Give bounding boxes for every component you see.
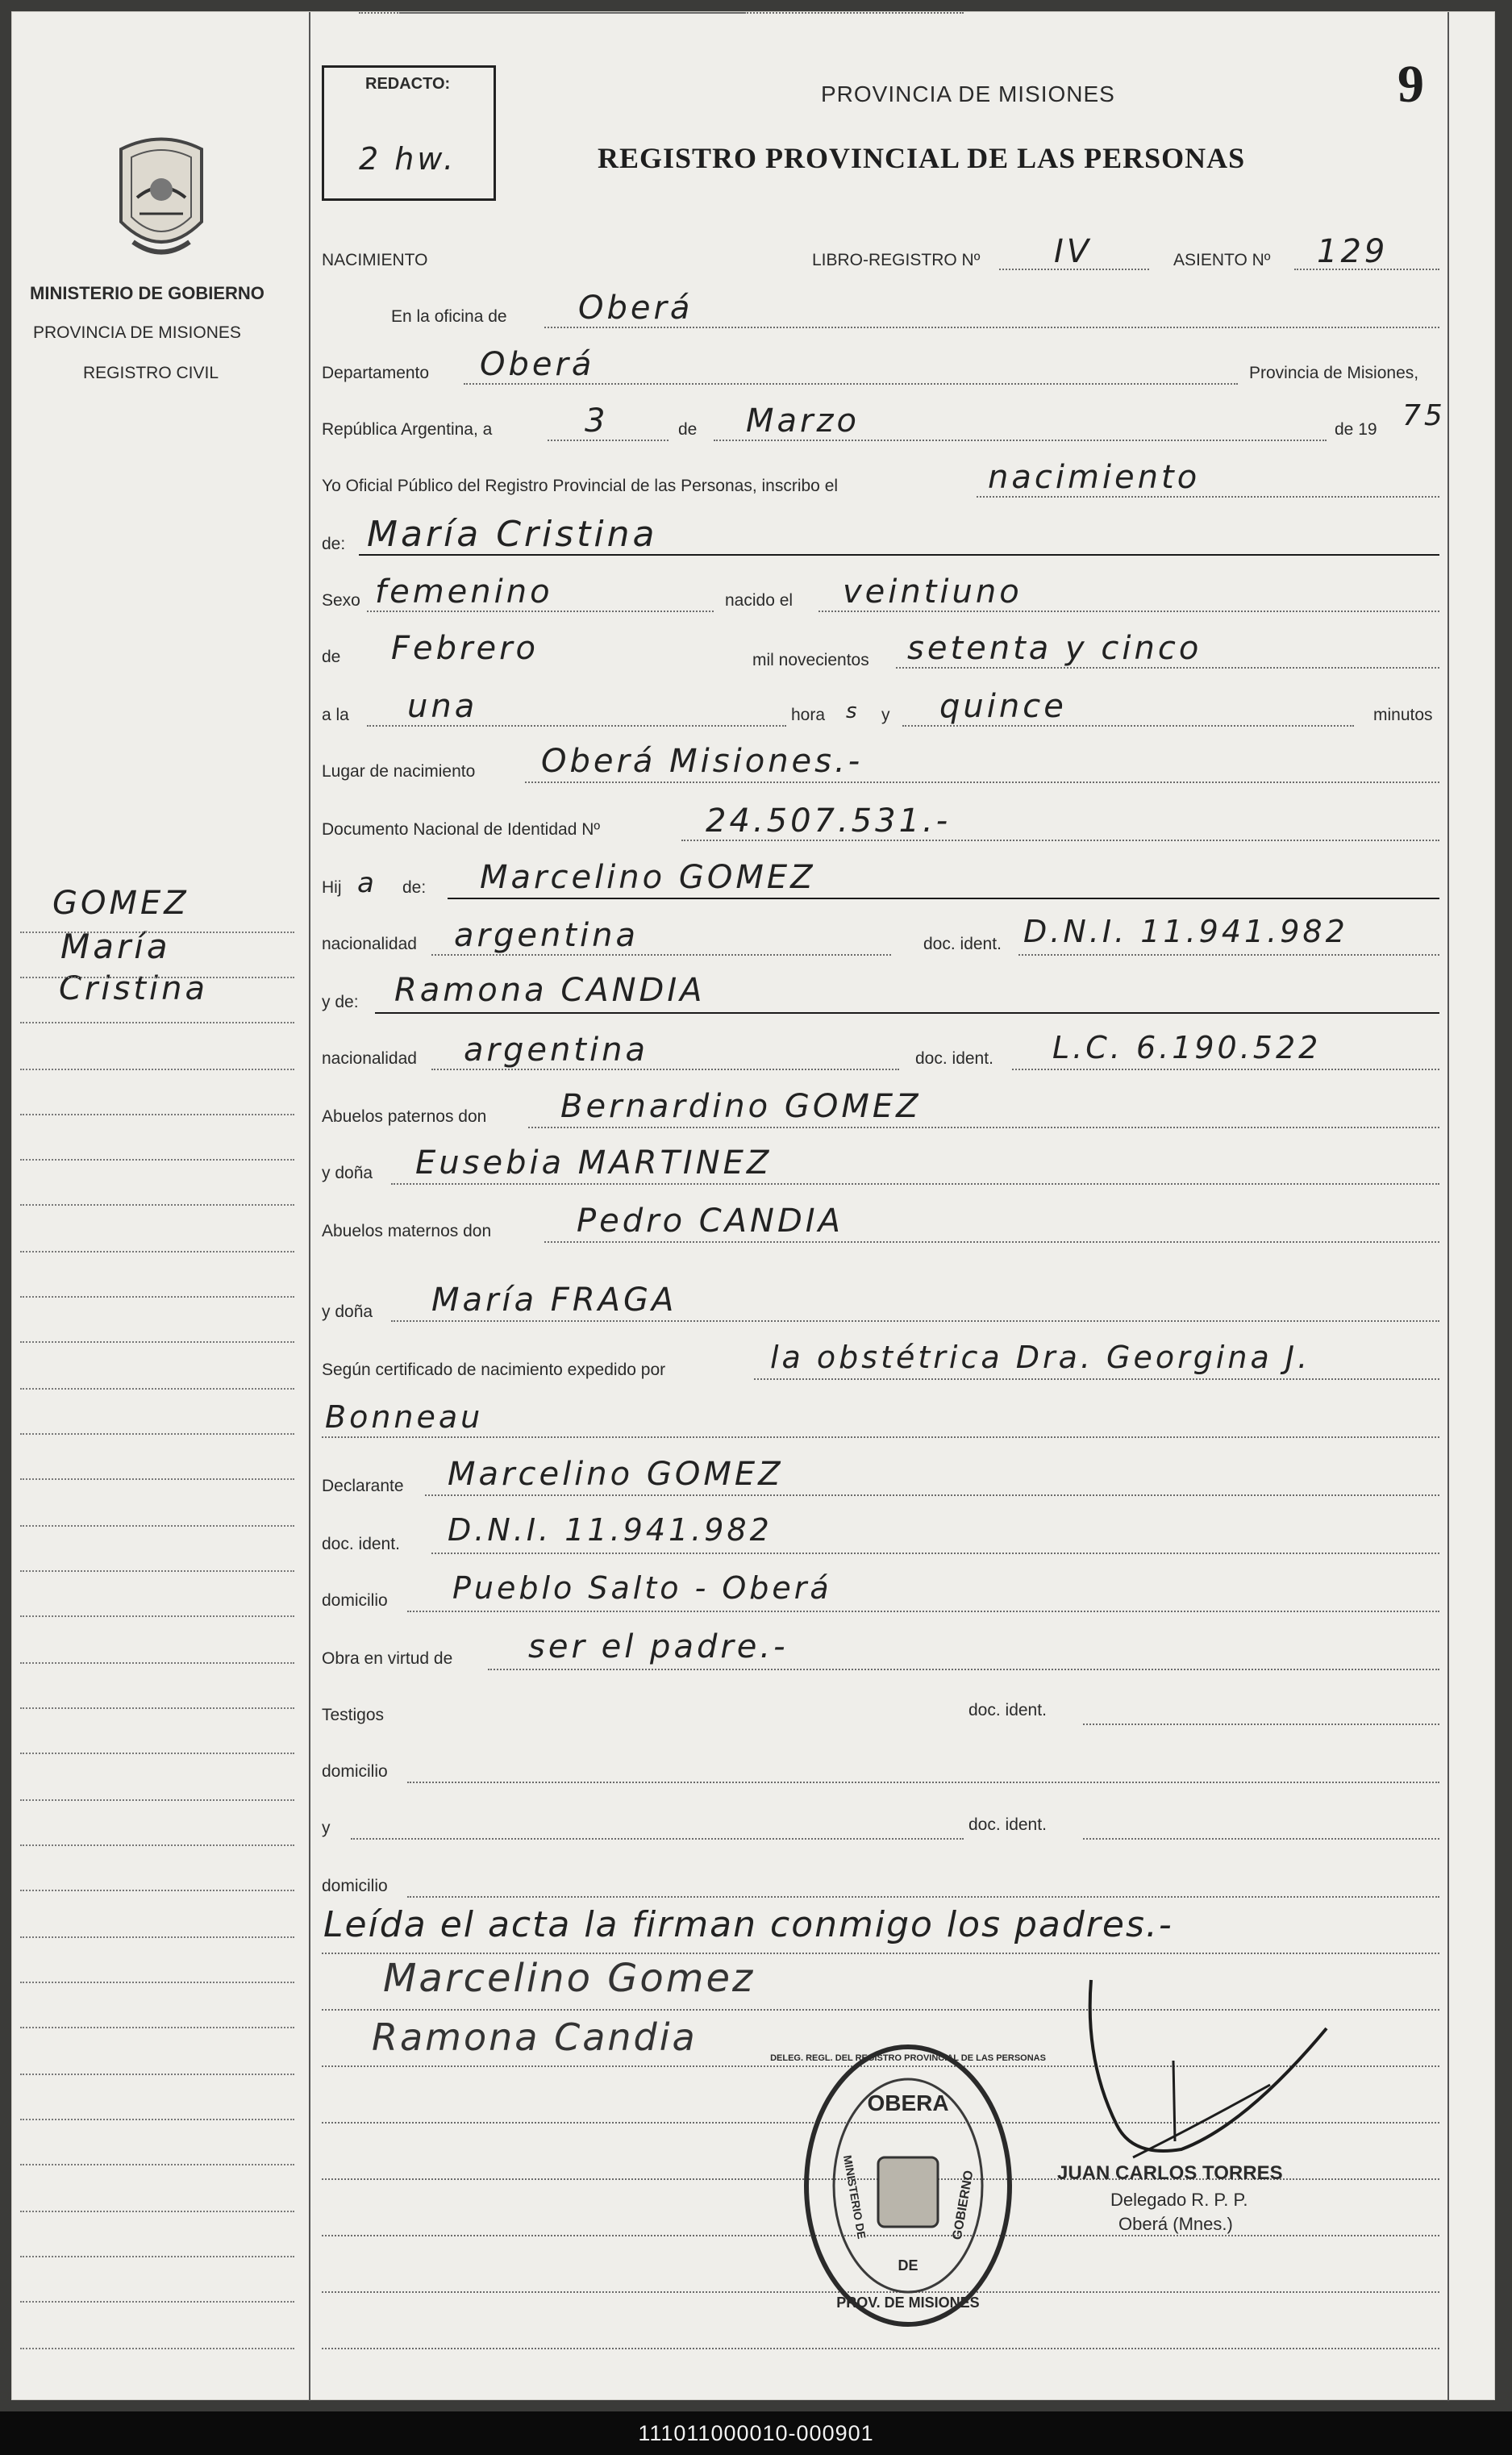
abuela-m-value: María FRAGA <box>431 1282 677 1319</box>
nacido-line <box>818 611 1439 612</box>
doc-declarante-value: D.N.I. 11.941.982 <box>448 1512 773 1548</box>
domicilio-line <box>407 1611 1439 1612</box>
nombre-value: María Cristina <box>367 514 658 555</box>
declarante-line <box>425 1494 1439 1496</box>
abuelo-m-line <box>544 1241 1439 1243</box>
provincia-label: Provincia de Misiones, <box>1249 364 1419 382</box>
mes-line <box>714 440 1327 441</box>
mes-nac-value: Febrero <box>391 630 539 667</box>
official-place: Oberá (Mnes.) <box>1118 2214 1233 2234</box>
madre-value: Ramona CANDIA <box>394 972 706 1009</box>
nacionalidad-padre-label: nacionalidad <box>322 935 417 953</box>
testigo-y-label: y <box>322 1819 331 1837</box>
left-rule <box>20 1615 294 1617</box>
testigo-doc-line-2 <box>1083 1838 1439 1840</box>
stamp-left: MINISTERIO DE <box>840 2154 868 2240</box>
mil-label: mil novecientos <box>752 651 869 669</box>
left-rule <box>20 1204 294 1206</box>
testigo-doc-label-1: doc. ident. <box>968 1701 1047 1719</box>
document-page <box>11 11 1495 2400</box>
republica-label: República Argentina, a <box>322 420 493 439</box>
ministry-title: MINISTERIO DE GOBIERNO <box>30 283 264 303</box>
hij-de-label: de: <box>402 878 427 897</box>
footer-code: 111011000010-000901 <box>0 2411 1512 2455</box>
y-dona-p-label: y doña <box>322 1164 373 1182</box>
left-rule <box>20 2211 294 2212</box>
stamp-right: GOBIERNO <box>950 2169 977 2241</box>
hij-label: Hij <box>322 878 342 897</box>
certificado-value-2: Bonneau <box>325 1399 484 1435</box>
abuelo-p-line <box>528 1127 1439 1128</box>
left-rule <box>20 2301 294 2303</box>
madre-line <box>375 1012 1439 1014</box>
testigos-line <box>399 12 964 14</box>
minutos-line <box>902 725 1354 727</box>
tipo-line <box>977 496 1439 498</box>
y-label: y <box>881 706 890 724</box>
nac-madre-line <box>431 1069 899 1070</box>
dni-value: 24.507.531.- <box>706 802 952 840</box>
oficina-label: En la oficina de <box>391 307 507 326</box>
left-rule <box>20 2119 294 2120</box>
registry-heading: REGISTRO PROVINCIAL DE LAS PERSONAS <box>598 142 1246 174</box>
testigo-y-line <box>351 1838 964 1840</box>
nacionalidad-madre-label: nacionalidad <box>322 1049 417 1068</box>
left-rule <box>20 1707 294 1709</box>
nacido-value: veintiuno <box>843 573 1023 611</box>
abuela-p-value: Eusebia MARTINEZ <box>415 1144 773 1182</box>
departamento-line <box>464 383 1238 385</box>
left-rule <box>20 1570 294 1572</box>
doc-madre-line <box>1012 1069 1439 1070</box>
nac-padre-value: argentina <box>454 917 639 954</box>
official-signature <box>1085 1964 1343 2190</box>
departamento-label: Departamento <box>322 364 430 382</box>
left-rule <box>20 1936 294 1938</box>
oficial-label: Yo Oficial Público del Registro Provincial de las Personas, inscribo el <box>322 477 839 495</box>
a-la-label: a la <box>322 706 349 724</box>
abuela-m-line <box>391 1320 1439 1322</box>
doc-padre-value: D.N.I. 11.941.982 <box>1023 914 1348 949</box>
left-rule <box>20 2164 294 2165</box>
doc-padre-line <box>1018 954 1439 956</box>
domicilio-testigo-label-1: domicilio <box>322 1762 388 1781</box>
padre-line <box>448 898 1439 899</box>
left-rule <box>20 1388 294 1390</box>
official-stamp <box>770 2036 1046 2335</box>
domicilio-declarante-label: domicilio <box>322 1591 388 1610</box>
cierre-line <box>322 1953 1439 1954</box>
hora-value: una <box>407 688 478 725</box>
abuelos-paternos-label: Abuelos paternos don <box>322 1107 487 1126</box>
tipo-value: nacimiento <box>988 459 1201 496</box>
doc-declarante-label: doc. ident. <box>322 1535 400 1553</box>
left-rule <box>20 1525 294 1527</box>
left-rule <box>20 1069 294 1070</box>
y-de-label: y de: <box>322 993 359 1011</box>
redacto-value: 2 hw. <box>359 141 457 177</box>
documento-label: Documento Nacional de Identidad Nº <box>322 820 601 839</box>
left-rule <box>20 932 294 933</box>
page-number: 9 <box>1397 55 1424 114</box>
obra-value: ser el padre.- <box>528 1628 789 1665</box>
domicilio-testigo-line-1 <box>407 1782 1439 1783</box>
minutos-value: quince <box>939 688 1067 725</box>
left-rule <box>20 1982 294 1983</box>
left-rule <box>20 977 294 978</box>
left-rule <box>20 1022 294 1023</box>
provincial-emblem-icon <box>109 133 214 270</box>
left-rule <box>20 1114 294 1115</box>
de19-label: de 19 <box>1335 420 1377 439</box>
province-heading: PROVINCIA DE MISIONES <box>821 81 1115 106</box>
padre-value: Marcelino GOMEZ <box>480 859 816 896</box>
left-rule <box>20 1341 294 1343</box>
cierre-text: Leída el acta la firman conmigo los padres.- <box>323 1904 1173 1945</box>
left-rule <box>20 2074 294 2075</box>
left-rule <box>20 1478 294 1480</box>
dia-value: 3 <box>585 402 609 440</box>
doc-madre-value: L.C. 6.190.522 <box>1052 1030 1322 1065</box>
left-rule <box>20 2348 294 2349</box>
certificado-value-1: la obstétrica Dra. Georgina J. <box>770 1340 1311 1375</box>
official-role: Delegado R. P. P. <box>1110 2190 1248 2210</box>
official-name: JUAN CARLOS TORRES <box>1057 2162 1283 2184</box>
left-rule <box>20 1844 294 1846</box>
left-rule <box>20 1296 294 1298</box>
asiento-value: 129 <box>1317 233 1389 270</box>
anio-nac-value: setenta y cinco <box>907 630 1202 667</box>
de-colon-label: de: <box>322 535 346 553</box>
declarante-label: Declarante <box>322 1477 404 1495</box>
sexo-line <box>367 611 714 612</box>
departamento-value: Oberá <box>480 346 595 383</box>
y-dona-m-label: y doña <box>322 1303 373 1321</box>
abuela-p-line <box>391 1183 1439 1185</box>
nacimiento-label: NACIMIENTO <box>322 251 428 269</box>
dia-line <box>548 440 669 441</box>
signature-mother: Ramona Candia <box>372 2015 698 2059</box>
declarante-value: Marcelino GOMEZ <box>448 1456 784 1493</box>
de-label: de <box>678 420 698 439</box>
sexo-value: femenino <box>375 573 553 611</box>
hora-suffix: s <box>846 699 860 723</box>
certificado-line-2 <box>322 1436 1439 1438</box>
left-rule <box>20 1662 294 1664</box>
left-rule <box>20 1159 294 1161</box>
sexo-label: Sexo <box>322 591 360 610</box>
segun-label: Según certificado de nacimiento expedido por <box>322 1361 666 1379</box>
abuelo-p-value: Bernardino GOMEZ <box>560 1088 922 1125</box>
asiento-label: ASIENTO Nº <box>1173 251 1271 269</box>
doc-madre-label: doc. ident. <box>915 1049 993 1068</box>
certificado-line <box>754 1378 1439 1380</box>
stamp-bottom: PROV. DE MISIONES <box>836 2295 980 2311</box>
documento-line <box>681 840 1439 841</box>
redacto-label: REDACTO: <box>365 75 451 93</box>
nac-madre-value: argentina <box>464 1032 648 1069</box>
nac-padre-line <box>431 954 891 956</box>
abuelos-maternos-label: Abuelos maternos don <box>322 1222 492 1240</box>
hij-suffix: a <box>357 867 377 899</box>
testigo-doc-line-1 <box>1083 1724 1439 1725</box>
left-rule <box>20 1799 294 1801</box>
domicilio-value: Pueblo Salto - Oberá <box>452 1570 832 1606</box>
testigos-label: Testigos <box>322 1706 385 1724</box>
right-column-border <box>1447 12 1449 2401</box>
lugar-label: Lugar de nacimiento <box>322 762 476 781</box>
testigo-doc-label-2: doc. ident. <box>968 1815 1047 1834</box>
margin-note-second-name: Cristina <box>59 970 208 1007</box>
obra-label: Obra en virtud de <box>322 1649 453 1668</box>
doc-padre-label: doc. ident. <box>923 935 1002 953</box>
ministry-registry: REGISTRO CIVIL <box>83 364 219 382</box>
libro-label: LIBRO-REGISTRO Nº <box>812 251 981 269</box>
margin-note-first-name: María <box>60 927 171 966</box>
left-rule <box>20 1251 294 1253</box>
lugar-value: Oberá Misiones.- <box>541 743 864 780</box>
stamp-top: OBERA <box>867 2090 949 2115</box>
anio-nac-line <box>896 667 1439 669</box>
hora-line <box>367 725 786 727</box>
nacido-label: nacido el <box>725 591 793 610</box>
stamp-center: DE <box>898 2257 918 2274</box>
obra-line <box>488 1669 1439 1670</box>
minutos-label: minutos <box>1373 706 1433 724</box>
oficina-value: Oberá <box>578 290 694 327</box>
stamp-ring: DELEG. REGL. DEL REGISTRO PROVINCIAL DE LAS PERSONAS <box>770 2053 1046 2063</box>
abuelo-m-value: Pedro CANDIA <box>577 1202 843 1240</box>
doc-declarante-line <box>431 1553 1439 1554</box>
signature-father: Marcelino Gomez <box>383 1956 756 2001</box>
libro-value: IV <box>1054 233 1093 270</box>
margin-note-surname: GOMEZ <box>52 885 190 922</box>
blank-line <box>322 2348 1439 2349</box>
left-rule <box>20 1433 294 1435</box>
domicilio-testigo-line-2 <box>407 1896 1439 1898</box>
hora-label: hora <box>791 706 826 724</box>
left-rule <box>20 1753 294 1754</box>
mes-value: Marzo <box>746 402 860 440</box>
ministry-province: PROVINCIA DE MISIONES <box>33 323 241 342</box>
domicilio-testigo-label-2: domicilio <box>322 1877 388 1895</box>
left-rule <box>20 1890 294 1891</box>
lugar-line <box>525 782 1439 783</box>
anio-value: 75 <box>1402 399 1446 432</box>
left-rule <box>20 2027 294 2028</box>
de-mes-label: de <box>322 648 341 666</box>
oficina-line <box>544 327 1439 328</box>
left-column-border <box>309 12 310 2401</box>
left-rule <box>20 2256 294 2257</box>
